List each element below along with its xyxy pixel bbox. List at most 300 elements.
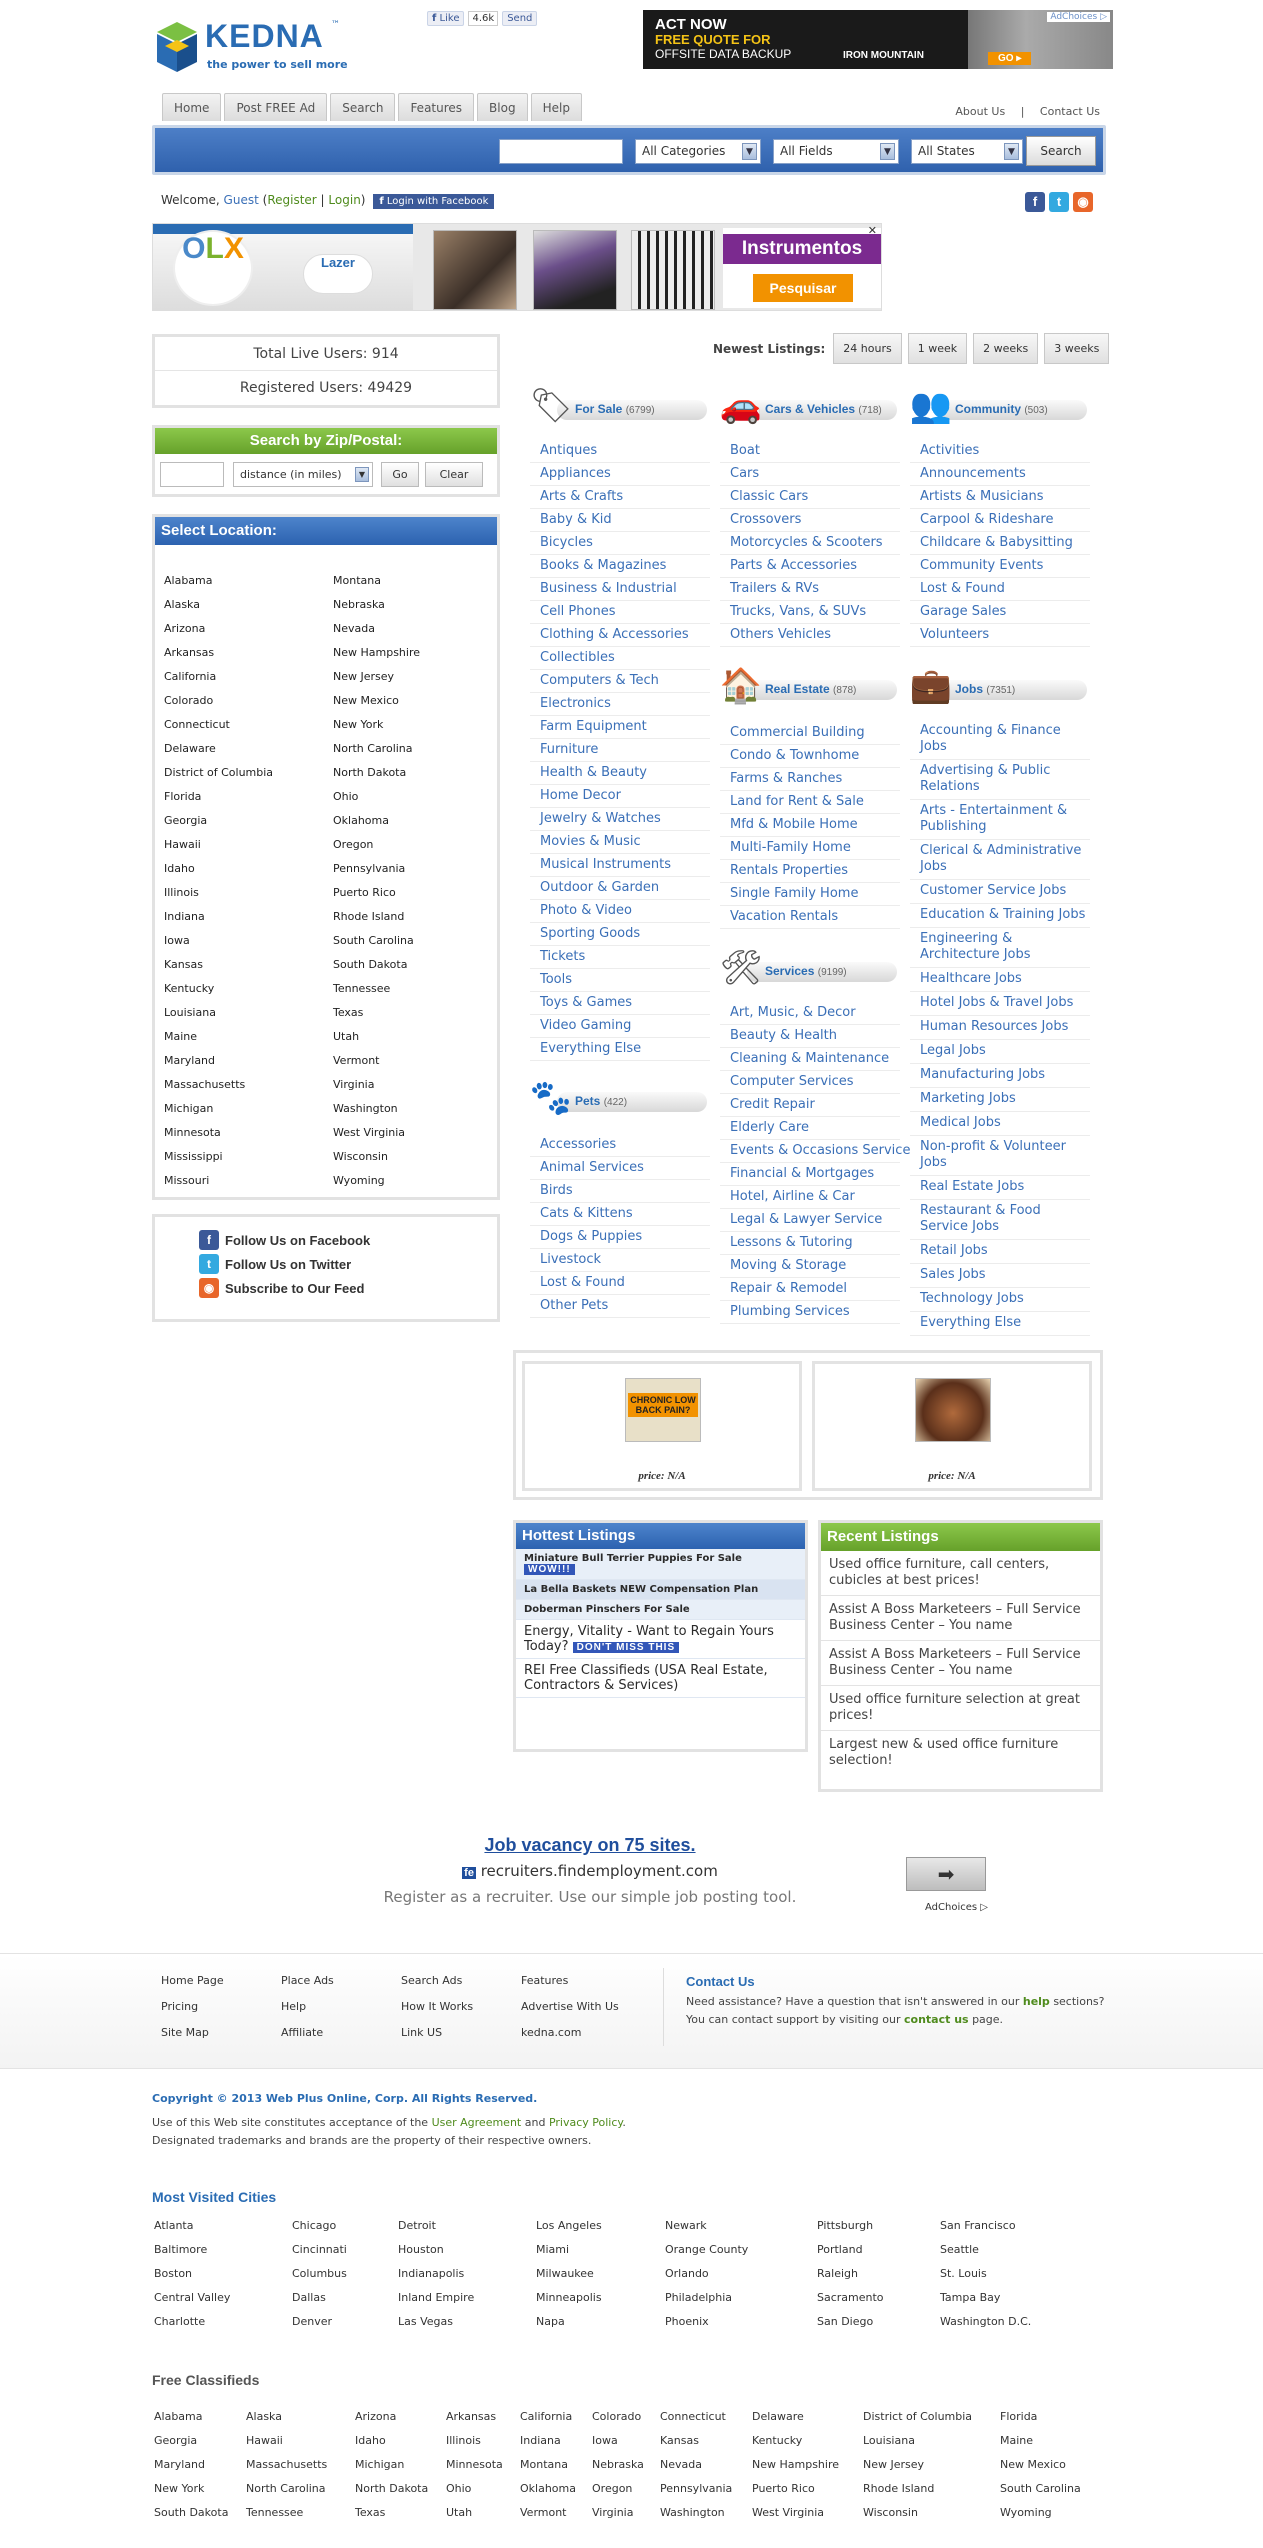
hot-item[interactable]: Miniature Bull Terrier Puppies For Sale WOW!!! bbox=[516, 1549, 805, 1580]
subcategory-computer-services[interactable]: Computer Services bbox=[720, 1071, 900, 1094]
state-washington[interactable]: Washington bbox=[333, 1102, 398, 1115]
subcategory-carpool-rideshare[interactable]: Carpool & Rideshare bbox=[910, 509, 1090, 532]
banner-advertisement[interactable] bbox=[152, 223, 882, 311]
classifieds-state-florida[interactable]: Florida bbox=[1000, 2410, 1038, 2423]
user-agreement-link[interactable]: User Agreement bbox=[431, 2116, 522, 2129]
subcategory-repair-remodel[interactable]: Repair & Remodel bbox=[720, 1278, 900, 1301]
state-new-york[interactable]: New York bbox=[333, 718, 384, 731]
city-las-vegas[interactable]: Las Vegas bbox=[398, 2315, 453, 2328]
subcategory-parts-accessories[interactable]: Parts & Accessories bbox=[720, 555, 900, 578]
classifieds-state-california[interactable]: California bbox=[520, 2410, 573, 2423]
subcategory-artists-musicians[interactable]: Artists & Musicians bbox=[910, 486, 1090, 509]
state-michigan[interactable]: Michigan bbox=[164, 1102, 214, 1115]
state-puerto-rico[interactable]: Puerto Rico bbox=[333, 886, 396, 899]
subcategory-financial-mortgages[interactable]: Financial & Mortgages bbox=[720, 1163, 900, 1186]
classifieds-state-virginia[interactable]: Virginia bbox=[592, 2506, 634, 2519]
category-services[interactable]: 🛠 Services (9199) bbox=[715, 952, 901, 986]
subcategory-outdoor-garden[interactable]: Outdoor & Garden bbox=[530, 877, 710, 900]
classifieds-state-georgia[interactable]: Georgia bbox=[154, 2434, 198, 2447]
subcategory-hotel-airline-car[interactable]: Hotel, Airline & Car bbox=[720, 1186, 900, 1209]
subcategory-musical-instruments[interactable]: Musical Instruments bbox=[530, 854, 710, 877]
subcategory-healthcare-jobs[interactable]: Healthcare Jobs bbox=[910, 968, 1090, 992]
city-boston[interactable]: Boston bbox=[154, 2267, 193, 2280]
state-ohio[interactable]: Ohio bbox=[333, 790, 359, 803]
state-wyoming[interactable]: Wyoming bbox=[333, 1174, 385, 1187]
city-raleigh[interactable]: Raleigh bbox=[817, 2267, 858, 2280]
subcategory-accessories[interactable]: Accessories bbox=[530, 1134, 710, 1157]
subcategory-legal-lawyer-service[interactable]: Legal & Lawyer Service bbox=[720, 1209, 900, 1232]
facebook-login-button[interactable]: f Login with Facebook bbox=[373, 194, 494, 209]
subcategory-garage-sales[interactable]: Garage Sales bbox=[910, 601, 1090, 624]
follow-facebook[interactable]: f Follow Us on Facebook bbox=[199, 1230, 370, 1250]
state-hawaii[interactable]: Hawaii bbox=[164, 838, 201, 851]
city-st-louis[interactable]: St. Louis bbox=[940, 2267, 987, 2280]
subcategory-condo-townhome[interactable]: Condo & Townhome bbox=[720, 745, 900, 768]
classifieds-state-tennessee[interactable]: Tennessee bbox=[246, 2506, 304, 2519]
classifieds-state-nevada[interactable]: Nevada bbox=[660, 2458, 702, 2471]
subcategory-other-pets[interactable]: Other Pets bbox=[530, 1295, 710, 1318]
classifieds-state-arkansas[interactable]: Arkansas bbox=[446, 2410, 497, 2423]
city-dallas[interactable]: Dallas bbox=[292, 2291, 326, 2304]
tab-blog[interactable]: Blog bbox=[477, 93, 528, 121]
footer-link-home-page[interactable]: Home Page bbox=[161, 1974, 224, 1987]
city-orange-county[interactable]: Orange County bbox=[665, 2243, 749, 2256]
subcategory-advertising-public-relations[interactable]: Advertising & Public Relations bbox=[910, 760, 1090, 800]
classifieds-state-wisconsin[interactable]: Wisconsin bbox=[863, 2506, 918, 2519]
job-ad-title[interactable]: Job vacancy on 75 sites. bbox=[484, 1835, 696, 1855]
state-alaska[interactable]: Alaska bbox=[164, 598, 200, 611]
subcategory-motorcycles-scooters[interactable]: Motorcycles & Scooters bbox=[720, 532, 900, 555]
subcategory-moving-storage[interactable]: Moving & Storage bbox=[720, 1255, 900, 1278]
classifieds-state-illinois[interactable]: Illinois bbox=[446, 2434, 481, 2447]
pesquisar-button[interactable]: Pesquisar bbox=[753, 274, 853, 302]
state-california[interactable]: California bbox=[164, 670, 217, 683]
category-real-estate[interactable]: 🏠 Real Estate (878) bbox=[715, 670, 901, 704]
state-rhode-island[interactable]: Rhode Island bbox=[333, 910, 405, 923]
classifieds-state-texas[interactable]: Texas bbox=[355, 2506, 386, 2519]
subcategory-dogs-puppies[interactable]: Dogs & Puppies bbox=[530, 1226, 710, 1249]
hot-item[interactable]: Energy, Vitality - Want to Regain Yours Today? DON'T MISS THIS bbox=[516, 1620, 805, 1659]
classifieds-state-north-carolina[interactable]: North Carolina bbox=[246, 2482, 326, 2495]
recent-item[interactable]: Used office furniture selection at great prices! bbox=[821, 1686, 1100, 1731]
subcategory-movies-music[interactable]: Movies & Music bbox=[530, 831, 710, 854]
zip-go-button[interactable]: Go bbox=[381, 462, 419, 487]
state-north-carolina[interactable]: North Carolina bbox=[333, 742, 413, 755]
city-sacramento[interactable]: Sacramento bbox=[817, 2291, 884, 2304]
featured-item[interactable] bbox=[812, 1361, 1092, 1491]
classifieds-state-nebraska[interactable]: Nebraska bbox=[592, 2458, 644, 2471]
classifieds-state-idaho[interactable]: Idaho bbox=[355, 2434, 386, 2447]
state-north-dakota[interactable]: North Dakota bbox=[333, 766, 407, 779]
subcategory-non-profit-volunteer-jobs[interactable]: Non-profit & Volunteer Jobs bbox=[910, 1136, 1090, 1176]
category-community[interactable]: 👥 Community (503) bbox=[905, 390, 1091, 424]
city-columbus[interactable]: Columbus bbox=[292, 2267, 347, 2280]
classifieds-state-new-hampshire[interactable]: New Hampshire bbox=[752, 2458, 840, 2471]
state-pennsylvania[interactable]: Pennsylvania bbox=[333, 862, 406, 875]
category-for-sale[interactable]: 🏷 For Sale (6799) bbox=[525, 390, 711, 424]
footer-link-affiliate[interactable]: Affiliate bbox=[281, 2026, 324, 2039]
classifieds-state-alaska[interactable]: Alaska bbox=[246, 2410, 282, 2423]
city-detroit[interactable]: Detroit bbox=[398, 2219, 436, 2232]
subcategory-baby-kid[interactable]: Baby & Kid bbox=[530, 509, 710, 532]
classifieds-state-iowa[interactable]: Iowa bbox=[592, 2434, 618, 2447]
subcategory-furniture[interactable]: Furniture bbox=[530, 739, 710, 762]
subcategory-books-magazines[interactable]: Books & Magazines bbox=[530, 555, 710, 578]
register-link[interactable]: Register bbox=[267, 193, 317, 207]
state-mississippi[interactable]: Mississippi bbox=[164, 1150, 223, 1163]
subcategory-land-for-rent-sale[interactable]: Land for Rent & Sale bbox=[720, 791, 900, 814]
tab-post-free-ad[interactable]: Post FREE Ad bbox=[224, 93, 327, 121]
city-denver[interactable]: Denver bbox=[292, 2315, 333, 2328]
distance-select[interactable]: distance (in miles) ▼ bbox=[233, 462, 373, 487]
city-indianapolis[interactable]: Indianapolis bbox=[398, 2267, 465, 2280]
subcategory-beauty-health[interactable]: Beauty & Health bbox=[720, 1025, 900, 1048]
subcategory-announcements[interactable]: Announcements bbox=[910, 463, 1090, 486]
subcategory-business-industrial[interactable]: Business & Industrial bbox=[530, 578, 710, 601]
state-tennessee[interactable]: Tennessee bbox=[333, 982, 391, 995]
recent-item[interactable]: Assist A Boss Marketeers – Full Service Business Center – You name bbox=[821, 1596, 1100, 1641]
classifieds-state-hawaii[interactable]: Hawaii bbox=[246, 2434, 283, 2447]
subcategory-lost-found[interactable]: Lost & Found bbox=[910, 578, 1090, 601]
classifieds-state-new-york[interactable]: New York bbox=[154, 2482, 205, 2495]
footer-link-pricing[interactable]: Pricing bbox=[161, 2000, 199, 2013]
job-advertisement[interactable] bbox=[380, 1835, 800, 1906]
state-south-carolina[interactable]: South Carolina bbox=[333, 934, 414, 947]
subcategory-cell-phones[interactable]: Cell Phones bbox=[530, 601, 710, 624]
state-kansas[interactable]: Kansas bbox=[164, 958, 203, 971]
subcategory-animal-services[interactable]: Animal Services bbox=[530, 1157, 710, 1180]
subcategory-plumbing-services[interactable]: Plumbing Services bbox=[720, 1301, 900, 1324]
subcategory-sporting-goods[interactable]: Sporting Goods bbox=[530, 923, 710, 946]
subcategory-multi-family-home[interactable]: Multi-Family Home bbox=[720, 837, 900, 860]
classifieds-state-new-mexico[interactable]: New Mexico bbox=[1000, 2458, 1066, 2471]
state-district-of-columbia[interactable]: District of Columbia bbox=[164, 766, 274, 779]
city-central-valley[interactable]: Central Valley bbox=[154, 2291, 231, 2304]
city-san-diego[interactable]: San Diego bbox=[817, 2315, 874, 2328]
city-portland[interactable]: Portland bbox=[817, 2243, 863, 2256]
subcategory-hotel-jobs-travel-jobs[interactable]: Hotel Jobs & Travel Jobs bbox=[910, 992, 1090, 1016]
filter-24-hours[interactable]: 24 hours bbox=[833, 333, 901, 364]
state-connecticut[interactable]: Connecticut bbox=[164, 718, 230, 731]
subcategory-collectibles[interactable]: Collectibles bbox=[530, 647, 710, 670]
subcategory-lessons-tutoring[interactable]: Lessons & Tutoring bbox=[720, 1232, 900, 1255]
subcategory-video-gaming[interactable]: Video Gaming bbox=[530, 1015, 710, 1038]
hot-item[interactable]: REI Free Classifieds (USA Real Estate, Contractors & Services) bbox=[516, 1659, 805, 1698]
subcategory-birds[interactable]: Birds bbox=[530, 1180, 710, 1203]
city-los-angeles[interactable]: Los Angeles bbox=[536, 2219, 602, 2232]
state-wisconsin[interactable]: Wisconsin bbox=[333, 1150, 388, 1163]
subcategory-trailers-rvs[interactable]: Trailers & RVs bbox=[720, 578, 900, 601]
footer-link-search-ads[interactable]: Search Ads bbox=[401, 1974, 463, 1987]
tab-features[interactable]: Features bbox=[398, 93, 474, 121]
city-orlando[interactable]: Orlando bbox=[665, 2267, 709, 2280]
footer-link-site-map[interactable]: Site Map bbox=[161, 2026, 209, 2039]
state-idaho[interactable]: Idaho bbox=[164, 862, 195, 875]
subcategory-home-decor[interactable]: Home Decor bbox=[530, 785, 710, 808]
state-georgia[interactable]: Georgia bbox=[164, 814, 208, 827]
footer-link-link-us[interactable]: Link US bbox=[401, 2026, 443, 2039]
recent-item[interactable]: Largest new & used office furniture selection! bbox=[829, 1737, 1059, 1768]
city-cincinnati[interactable]: Cincinnati bbox=[292, 2243, 347, 2256]
follow-twitter[interactable]: t Follow Us on Twitter bbox=[199, 1254, 351, 1274]
close-icon[interactable]: ✕ bbox=[867, 224, 877, 237]
state-minnesota[interactable]: Minnesota bbox=[164, 1126, 221, 1139]
subcategory-commercial-building[interactable]: Commercial Building bbox=[720, 722, 900, 745]
subcategory-legal-jobs[interactable]: Legal Jobs bbox=[910, 1040, 1090, 1064]
state-arkansas[interactable]: Arkansas bbox=[164, 646, 215, 659]
subcategory-volunteers[interactable]: Volunteers bbox=[910, 624, 1090, 647]
subcategory-crossovers[interactable]: Crossovers bbox=[720, 509, 900, 532]
subcategory-photo-video[interactable]: Photo & Video bbox=[530, 900, 710, 923]
state-kentucky[interactable]: Kentucky bbox=[164, 982, 215, 995]
subcategory-lost-found[interactable]: Lost & Found bbox=[530, 1272, 710, 1295]
classifieds-state-ohio[interactable]: Ohio bbox=[446, 2482, 472, 2495]
state-virginia[interactable]: Virginia bbox=[333, 1078, 375, 1091]
subcategory-activities[interactable]: Activities bbox=[910, 440, 1090, 463]
subcategory-antiques[interactable]: Antiques bbox=[530, 440, 710, 463]
city-tampa-bay[interactable]: Tampa Bay bbox=[940, 2291, 1001, 2304]
state-colorado[interactable]: Colorado bbox=[164, 694, 214, 707]
subcategory-farm-equipment[interactable]: Farm Equipment bbox=[530, 716, 710, 739]
state-maine[interactable]: Maine bbox=[164, 1030, 198, 1043]
subcategory-elderly-care[interactable]: Elderly Care bbox=[720, 1117, 900, 1140]
subcategory-arts-crafts[interactable]: Arts & Crafts bbox=[530, 486, 710, 509]
state-new-mexico[interactable]: New Mexico bbox=[333, 694, 399, 707]
fb-send-button[interactable]: Send bbox=[502, 11, 537, 26]
facebook-icon[interactable]: f bbox=[1025, 192, 1045, 212]
classifieds-state-new-jersey[interactable]: New Jersey bbox=[863, 2458, 925, 2471]
city-milwaukee[interactable]: Milwaukee bbox=[536, 2267, 594, 2280]
subcategory-electronics[interactable]: Electronics bbox=[530, 693, 710, 716]
footer-link-advertise-with-us[interactable]: Advertise With Us bbox=[521, 2000, 619, 2013]
subcategory-tools[interactable]: Tools bbox=[530, 969, 710, 992]
subcategory-bicycles[interactable]: Bicycles bbox=[530, 532, 710, 555]
state-south-dakota[interactable]: South Dakota bbox=[333, 958, 408, 971]
footer-link-how-it-works[interactable]: How It Works bbox=[401, 2000, 474, 2013]
classifieds-state-connecticut[interactable]: Connecticut bbox=[660, 2410, 726, 2423]
subcategory-appliances[interactable]: Appliances bbox=[530, 463, 710, 486]
subcategory-human-resources-jobs[interactable]: Human Resources Jobs bbox=[910, 1016, 1090, 1040]
state-new-hampshire[interactable]: New Hampshire bbox=[333, 646, 421, 659]
help-link[interactable]: help bbox=[1022, 1995, 1050, 2008]
subcategory-manufacturing-jobs[interactable]: Manufacturing Jobs bbox=[910, 1064, 1090, 1088]
adchoices-icon[interactable]: AdChoices ▷ bbox=[1047, 12, 1110, 22]
city-seattle[interactable]: Seattle bbox=[940, 2243, 979, 2256]
classifieds-state-kentucky[interactable]: Kentucky bbox=[752, 2434, 803, 2447]
subcategory-computers-tech[interactable]: Computers & Tech bbox=[530, 670, 710, 693]
state-nevada[interactable]: Nevada bbox=[333, 622, 375, 635]
city-baltimore[interactable]: Baltimore bbox=[154, 2243, 208, 2256]
classifieds-state-district-of-columbia[interactable]: District of Columbia bbox=[863, 2410, 973, 2423]
classifieds-state-indiana[interactable]: Indiana bbox=[520, 2434, 561, 2447]
subcategory-mfd-mobile-home[interactable]: Mfd & Mobile Home bbox=[720, 814, 900, 837]
rss-icon[interactable]: ◉ bbox=[1073, 192, 1093, 212]
subcategory-customer-service-jobs[interactable]: Customer Service Jobs bbox=[910, 880, 1090, 904]
tab-help[interactable]: Help bbox=[531, 93, 582, 121]
footer-link-features[interactable]: Features bbox=[521, 1974, 569, 1987]
field-select[interactable]: All Fields ▼ bbox=[773, 139, 899, 164]
zip-clear-button[interactable]: Clear bbox=[425, 462, 483, 487]
subcategory-medical-jobs[interactable]: Medical Jobs bbox=[910, 1112, 1090, 1136]
ad-go-button[interactable]: GO ▸ bbox=[988, 52, 1031, 65]
subcategory-childcare-babysitting[interactable]: Childcare & Babysitting bbox=[910, 532, 1090, 555]
category-cars[interactable]: 🚗 Cars & Vehicles (718) bbox=[715, 390, 901, 424]
adchoices-icon[interactable]: AdChoices ▷ bbox=[925, 1902, 988, 1913]
tab-search[interactable]: Search bbox=[330, 93, 395, 121]
state-oregon[interactable]: Oregon bbox=[333, 838, 374, 851]
subcategory-everything-else[interactable]: Everything Else bbox=[910, 1312, 1090, 1336]
classifieds-state-puerto-rico[interactable]: Puerto Rico bbox=[752, 2482, 815, 2495]
classifieds-state-rhode-island[interactable]: Rhode Island bbox=[863, 2482, 935, 2495]
filter-1-week[interactable]: 1 week bbox=[908, 333, 967, 364]
classifieds-state-vermont[interactable]: Vermont bbox=[520, 2506, 567, 2519]
subcategory-restaurant-food-service-jobs[interactable]: Restaurant & Food Service Jobs bbox=[910, 1200, 1090, 1240]
category-jobs[interactable]: 💼 Jobs (7351) bbox=[905, 670, 1091, 704]
classifieds-state-maine[interactable]: Maine bbox=[1000, 2434, 1034, 2447]
subcategory-community-events[interactable]: Community Events bbox=[910, 555, 1090, 578]
featured-item[interactable] bbox=[522, 1361, 802, 1491]
subcategory-retail-jobs[interactable]: Retail Jobs bbox=[910, 1240, 1090, 1264]
city-inland-empire[interactable]: Inland Empire bbox=[398, 2291, 475, 2304]
state-texas[interactable]: Texas bbox=[333, 1006, 364, 1019]
subcategory-tickets[interactable]: Tickets bbox=[530, 946, 710, 969]
hot-item[interactable]: Doberman Pinschers For Sale bbox=[516, 1600, 805, 1620]
subcategory-vacation-rentals[interactable]: Vacation Rentals bbox=[720, 906, 900, 929]
state-iowa[interactable]: Iowa bbox=[164, 934, 190, 947]
state-louisiana[interactable]: Louisiana bbox=[164, 1006, 216, 1019]
search-input[interactable] bbox=[499, 139, 623, 164]
city-minneapolis[interactable]: Minneapolis bbox=[536, 2291, 602, 2304]
subcategory-cats-kittens[interactable]: Cats & Kittens bbox=[530, 1203, 710, 1226]
footer-link-kedna-com[interactable]: kedna.com bbox=[521, 2026, 582, 2039]
state-indiana[interactable]: Indiana bbox=[164, 910, 205, 923]
subcategory-farms-ranches[interactable]: Farms & Ranches bbox=[720, 768, 900, 791]
subcategory-health-beauty[interactable]: Health & Beauty bbox=[530, 762, 710, 785]
city-charlotte[interactable]: Charlotte bbox=[154, 2315, 206, 2328]
state-vermont[interactable]: Vermont bbox=[333, 1054, 380, 1067]
classifieds-state-oregon[interactable]: Oregon bbox=[592, 2482, 633, 2495]
city-washington-d-c[interactable]: Washington D.C. bbox=[940, 2315, 1032, 2328]
subcategory-credit-repair[interactable]: Credit Repair bbox=[720, 1094, 900, 1117]
twitter-icon[interactable]: t bbox=[1049, 192, 1069, 212]
subcategory-technology-jobs[interactable]: Technology Jobs bbox=[910, 1288, 1090, 1312]
subcategory-education-training-jobs[interactable]: Education & Training Jobs bbox=[910, 904, 1090, 928]
subcategory-cleaning-maintenance[interactable]: Cleaning & Maintenance bbox=[720, 1048, 900, 1071]
state-florida[interactable]: Florida bbox=[164, 790, 202, 803]
search-button[interactable]: Search bbox=[1026, 136, 1096, 166]
login-link[interactable]: Login bbox=[328, 193, 361, 207]
fb-like-button[interactable]: f Like bbox=[427, 11, 464, 26]
contact-us-link[interactable]: contact us bbox=[904, 2013, 969, 2026]
state-delaware[interactable]: Delaware bbox=[164, 742, 216, 755]
category-select[interactable]: All Categories ▼ bbox=[635, 139, 761, 164]
city-pittsburgh[interactable]: Pittsburgh bbox=[817, 2219, 874, 2232]
subcategory-trucks-vans-suvs[interactable]: Trucks, Vans, & SUVs bbox=[720, 601, 900, 624]
subcategory-real-estate-jobs[interactable]: Real Estate Jobs bbox=[910, 1176, 1090, 1200]
classifieds-state-south-carolina[interactable]: South Carolina bbox=[1000, 2482, 1081, 2495]
city-philadelphia[interactable]: Philadelphia bbox=[665, 2291, 733, 2304]
category-pets[interactable]: 🐾 Pets (422) bbox=[525, 1082, 711, 1116]
footer-link-place-ads[interactable]: Place Ads bbox=[281, 1974, 334, 1987]
classifieds-state-washington[interactable]: Washington bbox=[660, 2506, 725, 2519]
state-utah[interactable]: Utah bbox=[333, 1030, 360, 1043]
city-houston[interactable]: Houston bbox=[398, 2243, 444, 2256]
subcategory-cars[interactable]: Cars bbox=[720, 463, 900, 486]
classifieds-state-michigan[interactable]: Michigan bbox=[355, 2458, 405, 2471]
subscribe-feed[interactable]: ◉ Subscribe to Our Feed bbox=[199, 1278, 364, 1298]
about-us-link[interactable]: About Us bbox=[955, 105, 1006, 118]
state-massachusetts[interactable]: Massachusetts bbox=[164, 1078, 246, 1091]
classifieds-state-south-dakota[interactable]: South Dakota bbox=[154, 2506, 229, 2519]
city-phoenix[interactable]: Phoenix bbox=[665, 2315, 709, 2328]
hot-item[interactable]: La Bella Baskets NEW Compensation Plan bbox=[516, 1580, 805, 1600]
subcategory-sales-jobs[interactable]: Sales Jobs bbox=[910, 1264, 1090, 1288]
state-nebraska[interactable]: Nebraska bbox=[333, 598, 385, 611]
classifieds-state-colorado[interactable]: Colorado bbox=[592, 2410, 642, 2423]
classifieds-state-west-virginia[interactable]: West Virginia bbox=[752, 2506, 825, 2519]
state-missouri[interactable]: Missouri bbox=[164, 1174, 210, 1187]
subcategory-clothing-accessories[interactable]: Clothing & Accessories bbox=[530, 624, 710, 647]
classifieds-state-north-dakota[interactable]: North Dakota bbox=[355, 2482, 429, 2495]
arrow-right-icon[interactable]: ➡ bbox=[906, 1857, 986, 1891]
state-montana[interactable]: Montana bbox=[333, 574, 381, 587]
subcategory-art-music-decor[interactable]: Art, Music, & Decor bbox=[720, 1002, 900, 1025]
classifieds-state-utah[interactable]: Utah bbox=[446, 2506, 473, 2519]
subcategory-arts-entertainment-publishing[interactable]: Arts - Entertainment & Publishing bbox=[910, 800, 1090, 840]
city-miami[interactable]: Miami bbox=[536, 2243, 570, 2256]
classifieds-state-minnesota[interactable]: Minnesota bbox=[446, 2458, 503, 2471]
city-chicago[interactable]: Chicago bbox=[292, 2219, 337, 2232]
classifieds-state-wyoming[interactable]: Wyoming bbox=[1000, 2506, 1052, 2519]
classifieds-state-oklahoma[interactable]: Oklahoma bbox=[520, 2482, 576, 2495]
zip-input[interactable] bbox=[160, 462, 224, 487]
city-atlanta[interactable]: Atlanta bbox=[154, 2219, 194, 2232]
recent-item[interactable]: Assist A Boss Marketeers – Full Service Business Center – You name bbox=[821, 1641, 1100, 1686]
city-san-francisco[interactable]: San Francisco bbox=[940, 2219, 1016, 2232]
city-newark[interactable]: Newark bbox=[665, 2219, 707, 2232]
state-maryland[interactable]: Maryland bbox=[164, 1054, 216, 1067]
city-napa[interactable]: Napa bbox=[536, 2315, 565, 2328]
subcategory-clerical-administrative-jobs[interactable]: Clerical & Administrative Jobs bbox=[910, 840, 1090, 880]
classifieds-state-massachusetts[interactable]: Massachusetts bbox=[246, 2458, 328, 2471]
subcategory-accounting-finance-jobs[interactable]: Accounting & Finance Jobs bbox=[910, 720, 1090, 760]
classifieds-state-maryland[interactable]: Maryland bbox=[154, 2458, 206, 2471]
contact-us-link[interactable]: Contact Us bbox=[1039, 105, 1100, 118]
subcategory-boat[interactable]: Boat bbox=[720, 440, 900, 463]
subcategory-everything-else[interactable]: Everything Else bbox=[530, 1038, 710, 1061]
subcategory-livestock[interactable]: Livestock bbox=[530, 1249, 710, 1272]
subcategory-single-family-home[interactable]: Single Family Home bbox=[720, 883, 900, 906]
privacy-policy-link[interactable]: Privacy Policy bbox=[548, 2116, 623, 2129]
top-advertisement[interactable] bbox=[643, 10, 1113, 69]
subcategory-others-vehicles[interactable]: Others Vehicles bbox=[720, 624, 900, 647]
footer-link-help[interactable]: Help bbox=[281, 2000, 307, 2013]
classifieds-state-montana[interactable]: Montana bbox=[520, 2458, 568, 2471]
filter-3-weeks[interactable]: 3 weeks bbox=[1044, 333, 1109, 364]
recent-item[interactable]: Used office furniture, call centers, cubicles at best prices! bbox=[821, 1551, 1100, 1596]
classifieds-state-pennsylvania[interactable]: Pennsylvania bbox=[660, 2482, 733, 2495]
classifieds-state-kansas[interactable]: Kansas bbox=[660, 2434, 699, 2447]
subcategory-toys-games[interactable]: Toys & Games bbox=[530, 992, 710, 1015]
classifieds-state-louisiana[interactable]: Louisiana bbox=[863, 2434, 915, 2447]
subcategory-events-occasions-service[interactable]: Events & Occasions Service bbox=[720, 1140, 900, 1163]
state-arizona[interactable]: Arizona bbox=[164, 622, 206, 635]
subcategory-engineering-architecture-jobs[interactable]: Engineering & Architecture Jobs bbox=[910, 928, 1090, 968]
subcategory-marketing-jobs[interactable]: Marketing Jobs bbox=[910, 1088, 1090, 1112]
state-alabama[interactable]: Alabama bbox=[164, 574, 213, 587]
state-oklahoma[interactable]: Oklahoma bbox=[333, 814, 389, 827]
state-west-virginia[interactable]: West Virginia bbox=[333, 1126, 406, 1139]
